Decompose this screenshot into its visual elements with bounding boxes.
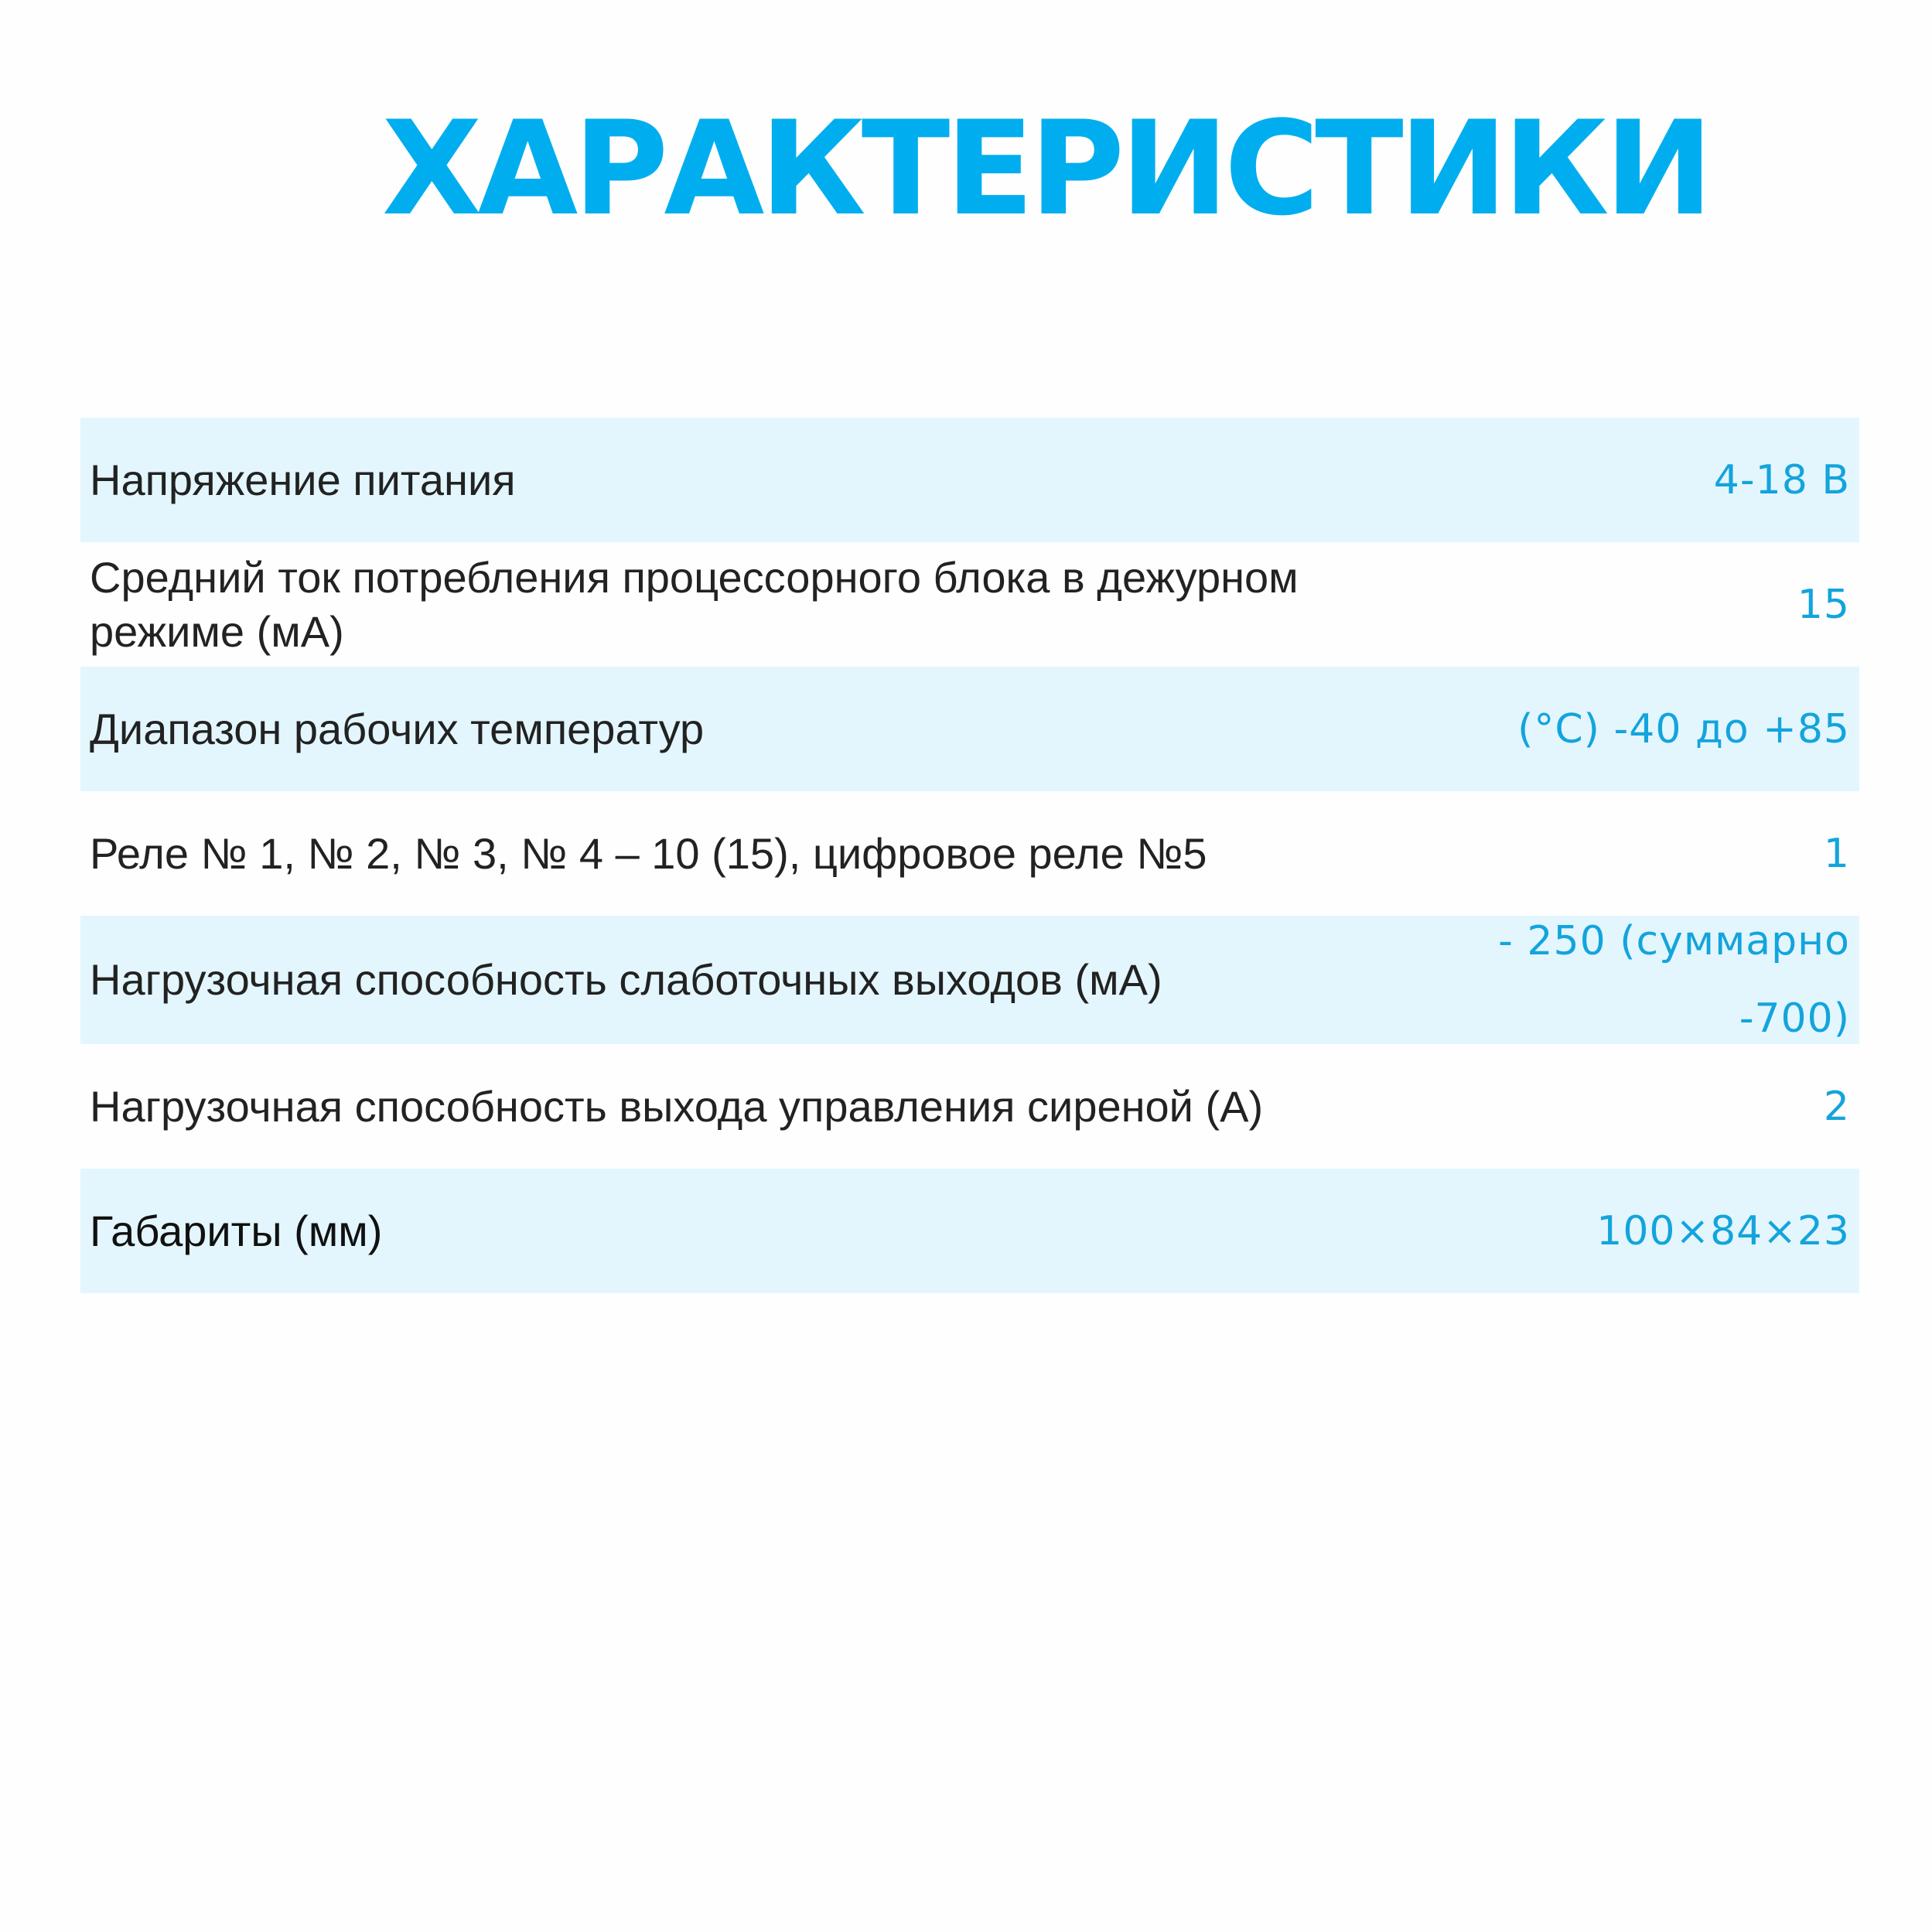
specs-table	[80, 418, 1859, 1293]
spec-row-dimensions	[80, 1169, 1859, 1293]
spec-label: Средний ток потребления процессорного блока в дежурном режиме (мА)	[90, 552, 1299, 656]
spec-value: 15	[1797, 581, 1850, 628]
spec-label: Нагрузочная способность выхода управления сиреной (А)	[90, 1081, 1264, 1131]
spec-value: 100×84×23	[1596, 1207, 1850, 1254]
spec-label: Реле № 1, № 2, № 3, № 4 – 10 (15), цифровое реле №5	[90, 828, 1207, 878]
spec-value: - 250 (суммарно -700)	[1498, 918, 1850, 1042]
spec-row-siren-output	[80, 1044, 1859, 1169]
spec-value: 2	[1823, 1083, 1850, 1130]
spec-label: Диапазон рабочих температур	[90, 704, 705, 753]
spec-row-temperature-range	[80, 667, 1859, 791]
page-title: ХАРАКТЕРИСТИКИ	[381, 93, 1709, 244]
spec-value: 4-18 В	[1713, 456, 1850, 503]
spec-label: Нагрузочная способность слаботочных выходов (мА)	[90, 955, 1162, 1004]
spec-label: Напряжение питания	[90, 455, 516, 504]
spec-value: 1	[1823, 830, 1850, 877]
spec-row-relays	[80, 791, 1859, 916]
spec-row-low-current-outputs	[80, 916, 1859, 1044]
spec-value: (°С) -40 до +85	[1517, 705, 1850, 753]
spec-row-standby-current	[80, 542, 1859, 667]
spec-label: Габариты (мм)	[90, 1206, 383, 1255]
spec-row-supply-voltage	[80, 418, 1859, 542]
